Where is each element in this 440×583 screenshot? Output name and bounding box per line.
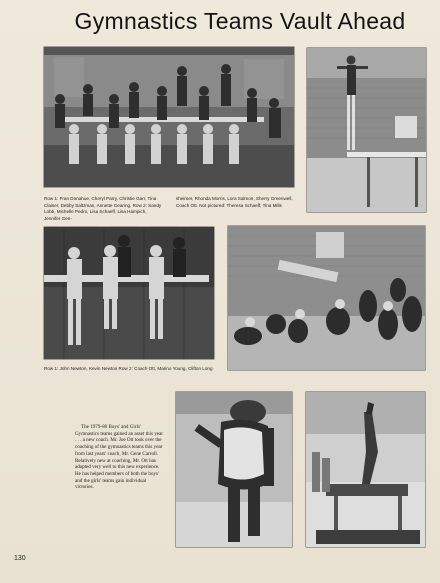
gym-crowd-photo — [228, 226, 425, 370]
boys-team-caption: Row 1: John Newton, Kevin Newton Row 2: Coach Ott, Marino Young, Clifton Long — [44, 366, 213, 371]
boys-team-photo — [44, 227, 214, 359]
page-number: 130 — [14, 555, 26, 562]
pommel-horse-photo — [306, 392, 425, 547]
page-title: Gymnastics Teams Vault Ahead — [74, 8, 406, 34]
girls-team-caption-col2: sheimer, Rhonda Morris, Lora Salmon, Sherry Greenwell, Coach Ott. Not pictured: Theresa Schaeff, Tina Mills — [176, 196, 293, 208]
girls-team-caption-col1: Row 1: Fran Donahue, Cheryl Parry, Christie Garr, Tina Claiser, Debby Saltzman, Annette Gearing. Row 2: Sandy Lobb, Michelle Pedro, Lisa Schaeff, Lisa Hampich, Jennifer Gen- — [44, 196, 162, 221]
gymnast-closeup-photo — [176, 392, 292, 547]
girls-team-photo — [44, 47, 294, 187]
story-text: The 1979-80 Boys' and Girls' Gymnastics teams gained an asset this year . . . a new coach. Mr. Joe Ott took over the coaching of the gymnastics teams this year from last years' coach, Mr. Gene Carroll. Relatively new at coaching, Mr. Ott has adapted very well to this new experience. He has helped members of both the boys' and the girls' teams gain individual victories. — [75, 424, 163, 491]
balance-beam-photo — [307, 48, 426, 212]
